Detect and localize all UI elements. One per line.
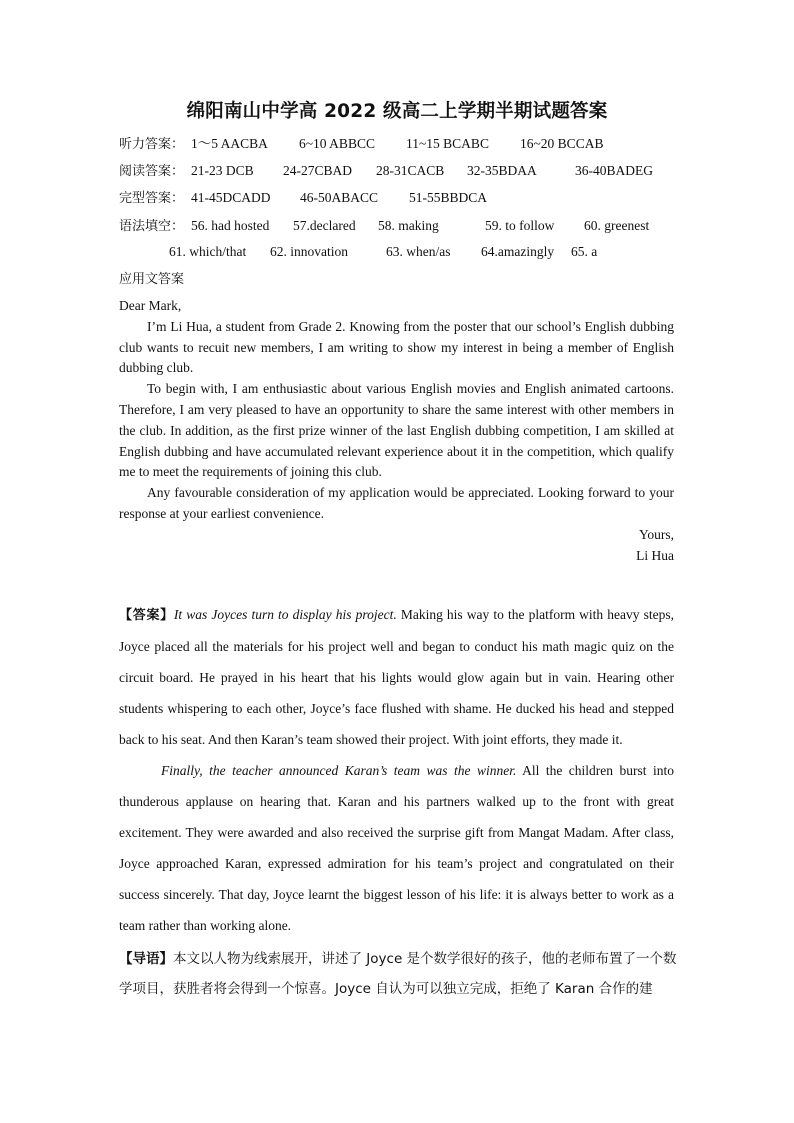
- letter-paragraph: Any favourable consideration of my application would be appreciated. Looking forward to your response at your earliest convenience.: [119, 485, 674, 521]
- grammar-answers: [119, 217, 650, 236]
- continuation-answer: [119, 599, 674, 941]
- answer-item: 61. which/that: [169, 244, 247, 259]
- answer-item: 16~20 BCCAB: [520, 136, 604, 151]
- answer-lead-sentence: Finally, the teacher announced Karan’s team was the winner.: [161, 763, 517, 778]
- answer-body: All the children burst into thunderous applause on hearing that. Karan and his partners walked up to the front with great excitement. They were awarded and also received the surprise gift from Mangat Madam. After class, Joyce approached Karan, expressed admiration for his team’s project and congratulated on their success sincerely. That day, Joyce learnt the biggest lesson of his life: it is always better to work as a team rather than working alone.: [119, 763, 674, 933]
- page-title: 绵阳南山中学高 2022 级高二上学期半期试题答案: [186, 101, 608, 122]
- answer-item: 21-23 DCB: [191, 163, 254, 178]
- answer-item: 32-35BDAA: [467, 163, 537, 178]
- answer-item: 1～5 AACBA: [191, 136, 268, 151]
- answer-item: 36-40BADEG: [575, 163, 653, 178]
- letter-greeting: Dear Mark,: [119, 298, 182, 313]
- grammar-label: 语法填空：: [119, 219, 185, 234]
- answer-item: 41-45DCADD: [191, 190, 271, 205]
- application-writing-label: 应用文答案: [119, 272, 185, 287]
- letter-paragraph: I’m Li Hua, a student from Grade 2. Knowing from the poster that our school’s English dubbing club wants to recuit new members, I am writing to show my interest in being a member of English dubbing club.: [119, 318, 674, 376]
- answer-item: 51-55BBDCA: [409, 190, 488, 205]
- answer-item: 24-27CBAD: [283, 163, 353, 178]
- answer-item: 62. innovation: [270, 244, 348, 259]
- answer-paragraph-1: [119, 599, 674, 755]
- answer-item: 64.amazingly: [481, 244, 555, 259]
- letter-signature: Li Hua: [636, 547, 674, 563]
- guide-paragraph: [119, 944, 679, 1004]
- answer-item: 65. a: [571, 244, 598, 259]
- answer-item: 59. to follow: [485, 218, 555, 233]
- guide-text: 本文以人物为线索展开，讲述了 Joyce 是个数学很好的孩子，他的老师布置了一个数学项目，获胜者将会得到一个惊喜。Joyce 自认为可以独立完成，拒绝了 Karan 合作的建: [119, 951, 677, 997]
- reading-label: 阅读答案：: [119, 164, 185, 179]
- answer-paragraph-2: [119, 755, 674, 941]
- answer-item: 6~10 ABBCC: [299, 136, 375, 151]
- guide-label: 【导语】: [119, 951, 173, 967]
- listening-answers: [119, 135, 604, 154]
- letter-paragraph: To begin with, I am enthusiastic about various English movies and English animated cartoons. Therefore, I am very pleased to have an opportunity to share the same interest with other members in the club. In addition, as the first prize winner of the last English dubbing competition, I am skilled at English dubbing and have accumulated relevant experience about it in the competition, which qualify me to meet the requirements of joining this club.: [119, 381, 674, 480]
- answer-item: 46-50ABACC: [300, 190, 379, 205]
- answer-item: 58. making: [378, 218, 439, 233]
- sample-letter: [119, 296, 674, 566]
- answer-item: 11~15 BCABC: [406, 136, 489, 151]
- answer-label: 【答案】: [119, 608, 174, 623]
- answer-item: 56. had hosted: [191, 218, 270, 233]
- answer-item: 28-31CACB: [376, 163, 445, 178]
- answer-item: 63. when/as: [386, 244, 451, 259]
- answer-item: 57.declared: [293, 218, 356, 233]
- listening-label: 听力答案：: [119, 137, 185, 152]
- cloze-answers: [119, 189, 488, 208]
- guide-section: [119, 944, 679, 1004]
- answer-body: Making his way to the platform with heavy steps, Joyce placed all the materials for his project well and began to conduct his math magic quiz on the circuit board. He prayed in his heart that his lights would glow again but in vain. Hearing other students whispering to each other, Joyce’s face flushed with shame. He ducked his head and stepped back to his seat. And then Karan’s team showed their project. With joint efforts, they made it.: [119, 607, 674, 747]
- reading-answers: [119, 162, 653, 181]
- letter-closing: Yours,: [638, 526, 674, 542]
- cloze-label: 完型答案：: [119, 191, 185, 206]
- answer-item: 60. greenest: [584, 218, 650, 233]
- answer-lead-sentence: It was Joyces turn to display his project.: [173, 607, 397, 622]
